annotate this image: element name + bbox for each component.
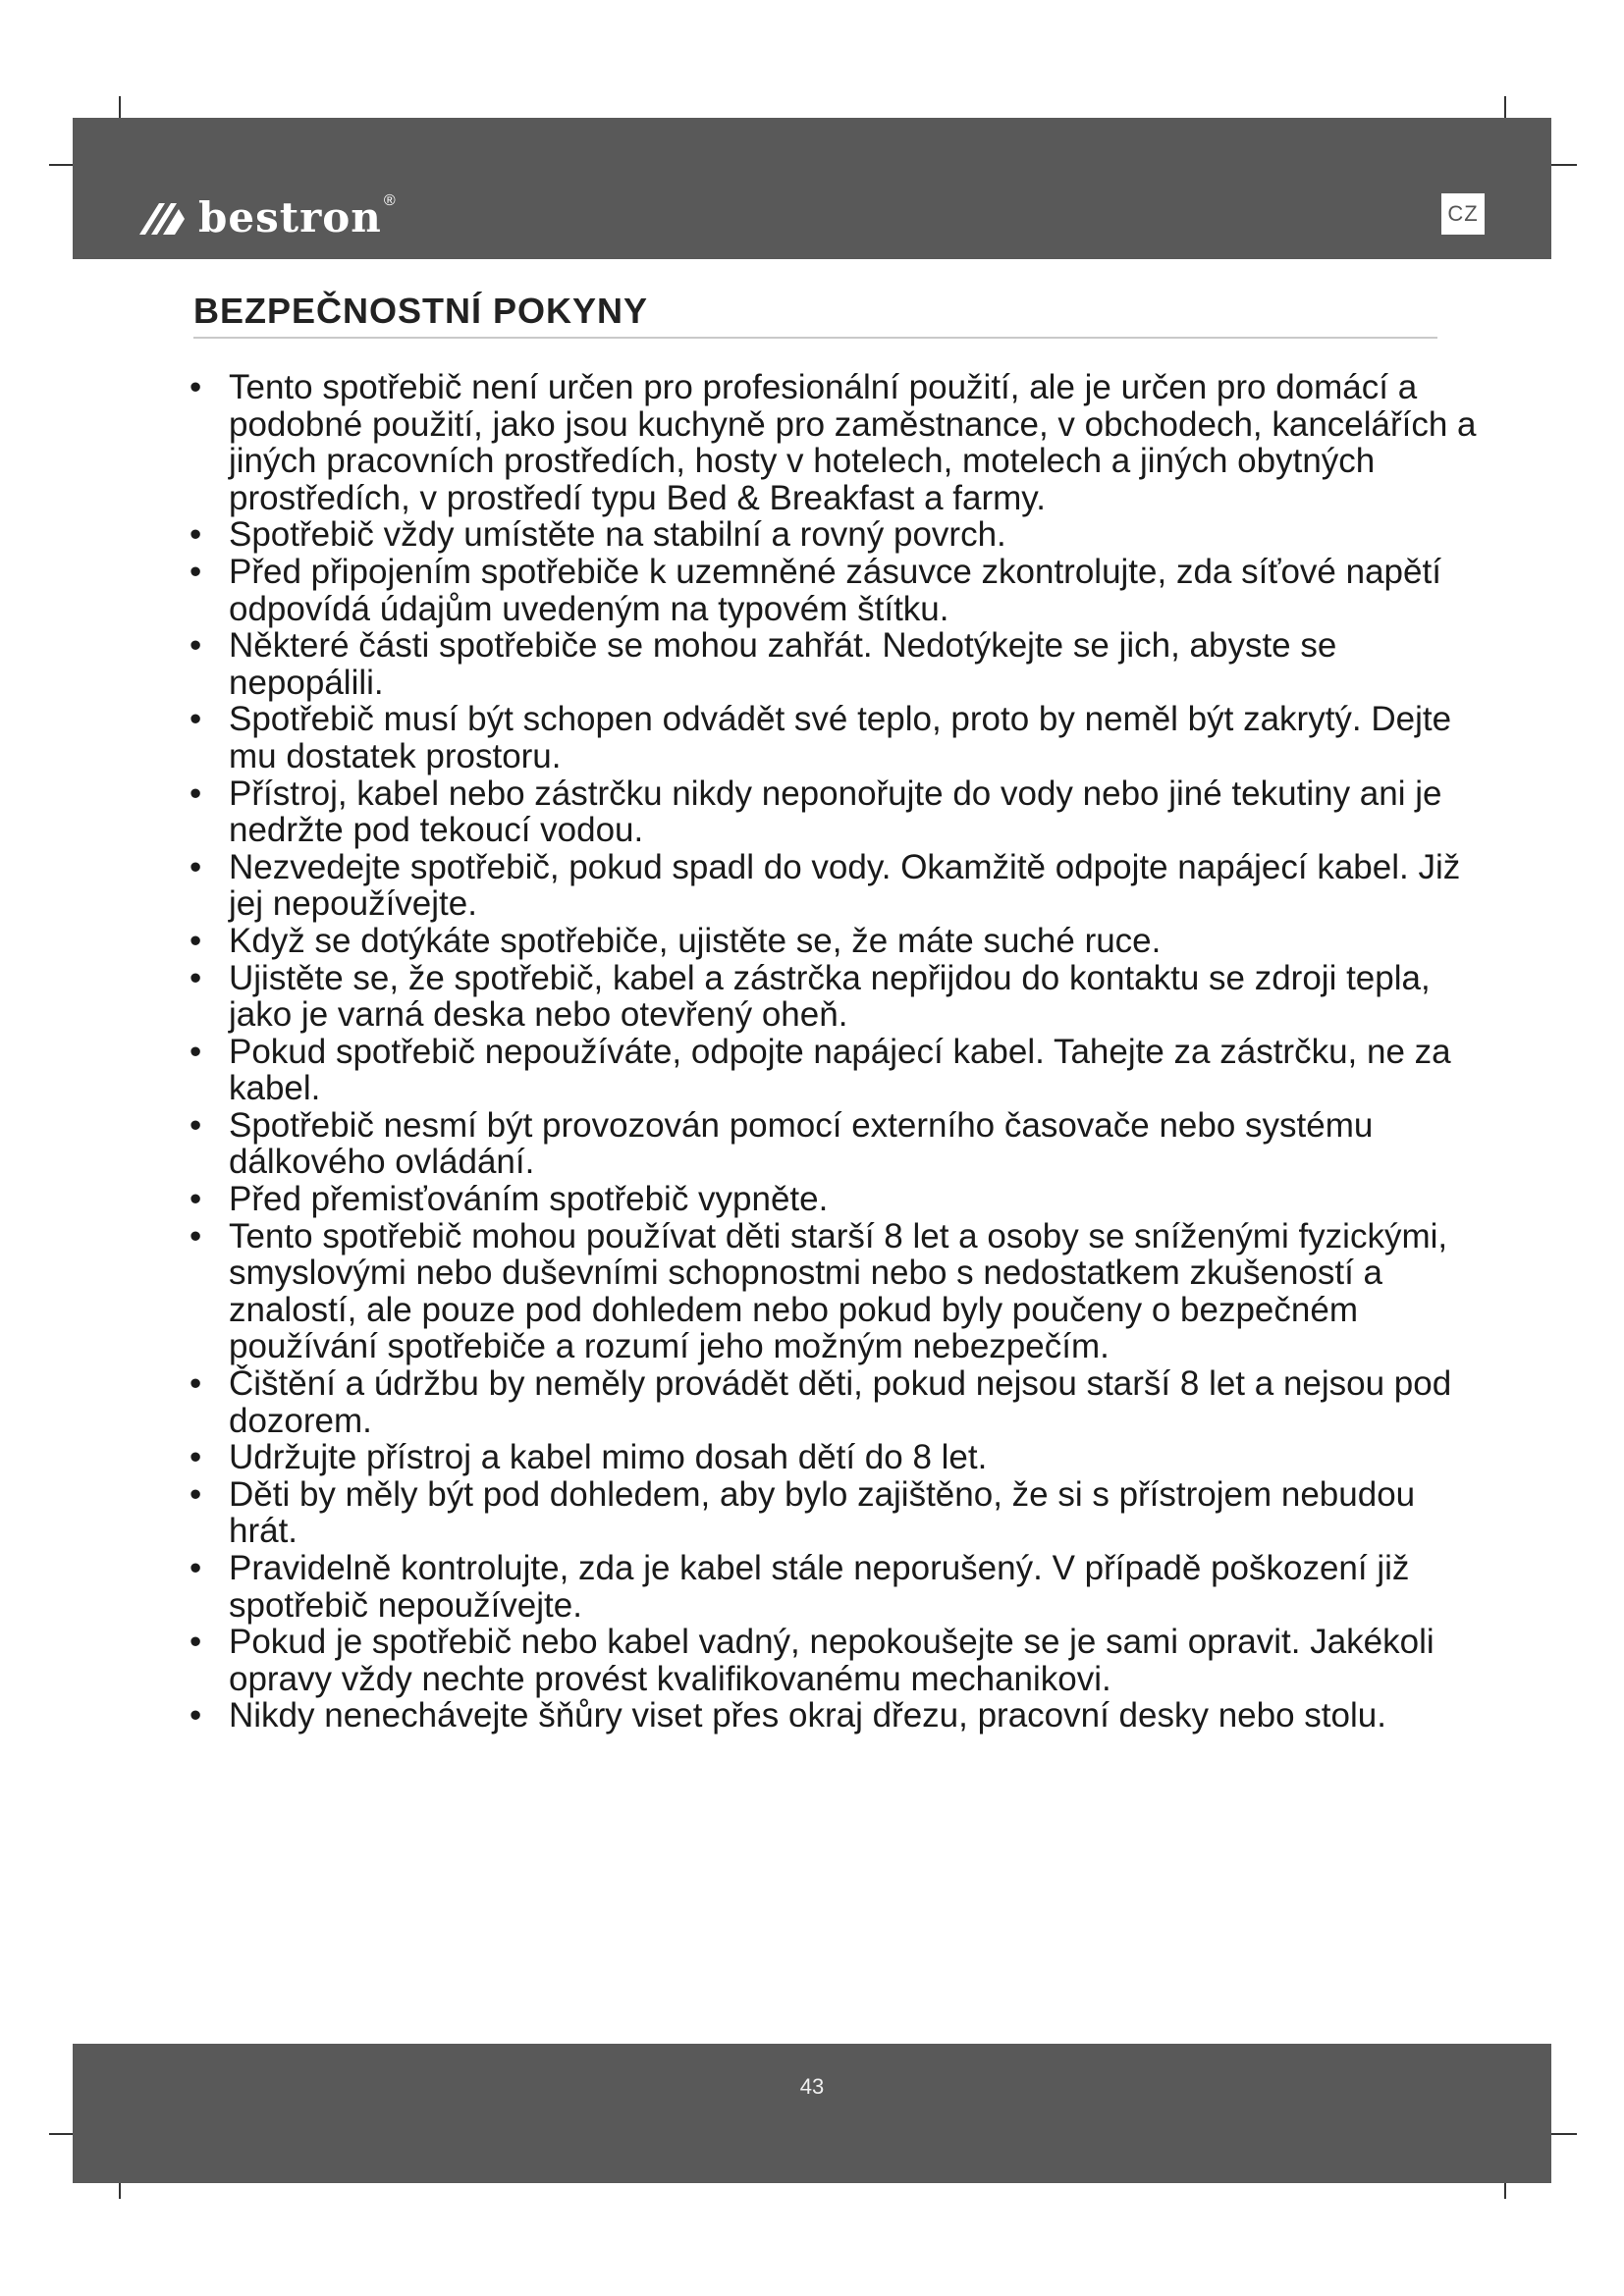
list-item: • Udržujte přístroj a kabel mimo dosah dětí do 8 let. xyxy=(189,1439,1486,1476)
list-item: • Pravidelně kontrolujte, zda je kabel stále neporušený. V případě poškození již spotřebič nepoužívejte. xyxy=(189,1550,1486,1624)
language-badge: CZ xyxy=(1441,193,1485,235)
safety-instructions-list xyxy=(189,369,1486,1735)
list-item: • Děti by měly být pod dohledem, aby bylo zajištěno, že si s přístrojem nebudou hrát. xyxy=(189,1476,1486,1550)
brand-registered-mark: ® xyxy=(383,192,396,209)
list-item: • Když se dotýkáte spotřebiče, ujistěte se, že máte suché ruce. xyxy=(189,923,1486,960)
list-item: • Tento spotřebič mohou používat děti starší 8 let a osoby se sníženými fyzickými, smyslovými nebo duševními schopnostmi nebo s nedostatkem zkušeností a znalostí, ale pouze pod dohledem nebo pokud byly poučeny o bezpečném používání spotřebiče a rozumí jeho možným nebezpečím. xyxy=(189,1218,1486,1365)
list-item: • Ujistěte se, že spotřebič, kabel a zástrčka nepřijdou do kontaktu se zdroji tepla, jako je varná deska nebo otevřený oheň. xyxy=(189,960,1486,1034)
brand-chevron-icon xyxy=(137,195,187,240)
brand-name: bestron xyxy=(198,193,382,241)
list-item: • Spotřebič nesmí být provozován pomocí externího časovače nebo systému dálkového ovládání. xyxy=(189,1107,1486,1181)
list-item: • Přístroj, kabel nebo zástrčku nikdy neponořujte do vody nebo jiné tekutiny ani je nedržte pod tekoucí vodou. xyxy=(189,775,1486,849)
list-item: • Spotřebič musí být schopen odvádět své teplo, proto by neměl být zakrytý. Dejte mu dostatek prostoru. xyxy=(189,701,1486,774)
list-item: • Spotřebič vždy umístěte na stabilní a rovný povrch. xyxy=(189,516,1486,554)
list-item: • Pokud spotřebič nepoužíváte, odpojte napájecí kabel. Tahejte za zástrčku, ne za kabel. xyxy=(189,1034,1486,1107)
list-item: • Nikdy nenechávejte šňůry viset přes okraj dřezu, pracovní desky nebo stolu. xyxy=(189,1697,1486,1735)
list-item: • Čištění a údržbu by neměly provádět děti, pokud nejsou starší 8 let a nejsou pod dozorem. xyxy=(189,1365,1486,1439)
title-divider xyxy=(193,337,1437,339)
footer-bar xyxy=(73,2044,1551,2183)
list-item: • Před připojením spotřebiče k uzemněné zásuvce zkontrolujte, zda síťové napětí odpovídá údajům uvedeným na typovém štítku. xyxy=(189,554,1486,627)
list-item: • Před přemisťováním spotřebič vypněte. xyxy=(189,1181,1486,1218)
list-item: • Některé části spotřebiče se mohou zahřát. Nedotýkejte se jich, abyste se nepopálili. xyxy=(189,627,1486,701)
page-number: 43 xyxy=(799,2074,825,2099)
brand-logo xyxy=(137,188,396,247)
list-item: • Tento spotřebič není určen pro profesionální použití, ale je určen pro domácí a podobné použití, jako jsou kuchyně pro zaměstnance, v obchodech, kancelářích a jiných pracovních prostředích, hosty v hotelech, motelech a jiných obytných prostředích, v prostředí typu Bed & Breakfast a farmy. xyxy=(189,369,1486,516)
list-item: • Nezvedejte spotřebič, pokud spadl do vody. Okamžitě odpojte napájecí kabel. Již jej nepoužívejte. xyxy=(189,849,1486,923)
section-title: BEZPEČNOSTNÍ POKYNY xyxy=(193,291,649,331)
list-item: • Pokud je spotřebič nebo kabel vadný, nepokoušejte se je sami opravit. Jakékoli opravy vždy nechte provést kvalifikovanému mechanikovi. xyxy=(189,1624,1486,1697)
